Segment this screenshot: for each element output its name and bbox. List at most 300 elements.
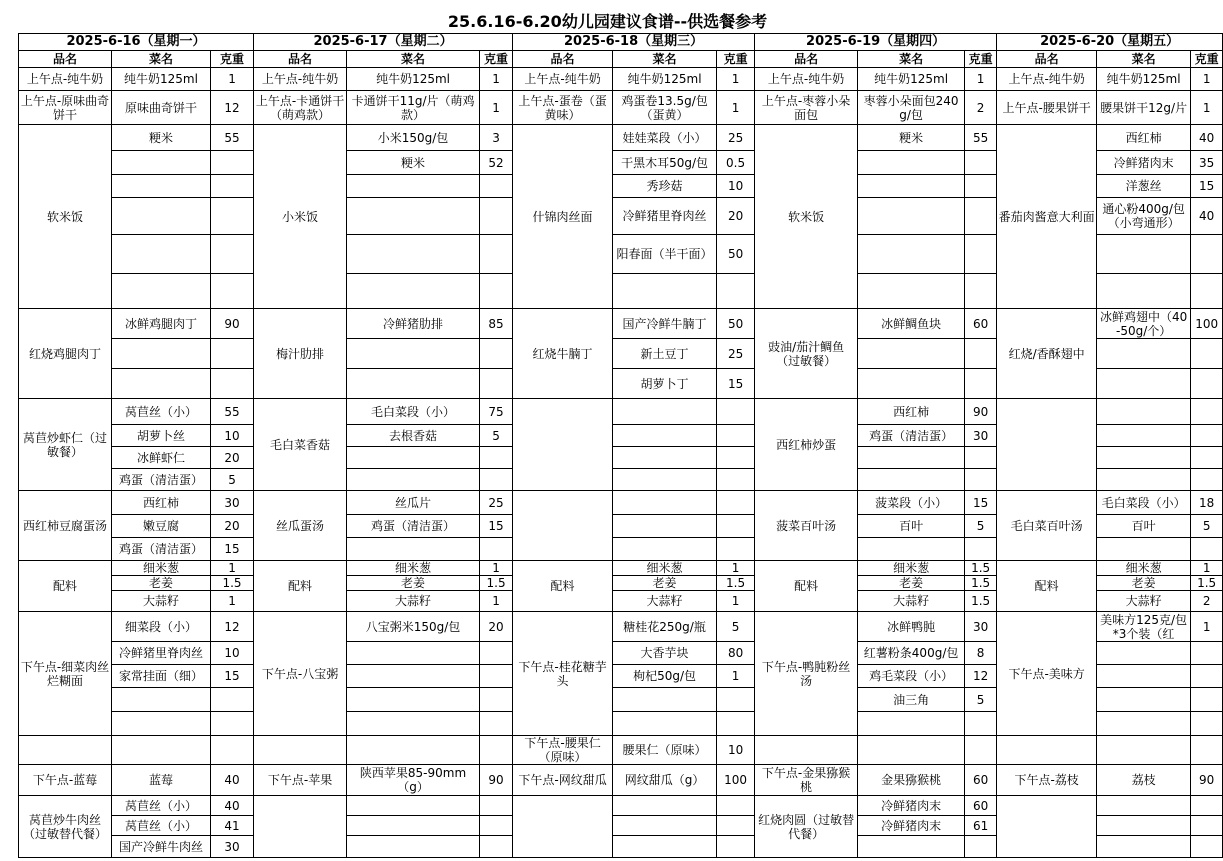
menu-cell: 55 xyxy=(211,399,254,425)
menu-cell: 5 xyxy=(211,469,254,491)
menu-cell xyxy=(211,736,254,765)
menu-cell: 12 xyxy=(211,91,254,125)
menu-cell: 百叶 xyxy=(858,515,965,538)
menu-cell: 1 xyxy=(717,91,755,125)
menu-cell: 毛白菜百叶汤 xyxy=(997,491,1097,561)
menu-cell: 红薯粉条400g/包 xyxy=(858,642,965,665)
menu-cell: 40 xyxy=(211,796,254,816)
menu-cell xyxy=(347,339,480,369)
menu-cell xyxy=(112,198,211,235)
menu-cell: 配料 xyxy=(19,561,112,612)
menu-cell: 35 xyxy=(1191,151,1223,175)
menu-cell: 上午点-枣蓉小朵面包 xyxy=(755,91,858,125)
menu-cell xyxy=(19,736,112,765)
menu-cell: 细菜段（小） xyxy=(112,612,211,642)
menu-cell xyxy=(613,425,717,447)
menu-cell: 老姜 xyxy=(613,576,717,591)
menu-cell xyxy=(613,538,717,561)
menu-cell: 菠菜百叶汤 xyxy=(755,491,858,561)
menu-cell xyxy=(480,369,513,399)
menu-cell xyxy=(347,469,480,491)
menu-cell xyxy=(211,151,254,175)
menu-cell xyxy=(1097,712,1191,736)
menu-row xyxy=(19,561,1223,576)
menu-cell: 90 xyxy=(1191,765,1223,796)
column-header-dish: 菜名 xyxy=(1097,51,1191,68)
menu-cell xyxy=(965,447,997,469)
menu-cell: 细米葱 xyxy=(112,561,211,576)
menu-cell: 下午点-苹果 xyxy=(254,765,347,796)
menu-cell xyxy=(717,836,755,858)
menu-cell xyxy=(1191,836,1223,858)
menu-cell: 10 xyxy=(717,175,755,198)
menu-cell xyxy=(613,491,717,515)
menu-row xyxy=(19,491,1223,515)
menu-cell: 大蒜籽 xyxy=(1097,591,1191,612)
menu-cell: 1 xyxy=(1191,561,1223,576)
menu-cell: 40 xyxy=(211,765,254,796)
menu-cell: 配料 xyxy=(755,561,858,612)
menu-cell xyxy=(717,469,755,491)
menu-cell: 5 xyxy=(965,688,997,712)
menu-cell xyxy=(347,816,480,836)
menu-cell: 西红柿 xyxy=(858,399,965,425)
menu-cell: 国产冷鲜牛肉丝 xyxy=(112,836,211,858)
menu-cell: 下午点-细菜肉丝烂糊面 xyxy=(19,612,112,736)
menu-cell: 1 xyxy=(1191,91,1223,125)
menu-cell xyxy=(1191,274,1223,309)
menu-cell xyxy=(480,339,513,369)
menu-cell xyxy=(717,688,755,712)
column-header-item: 品名 xyxy=(755,51,858,68)
menu-cell: 上午点-纯牛奶 xyxy=(19,68,112,91)
menu-cell xyxy=(347,274,480,309)
menu-cell xyxy=(965,175,997,198)
menu-cell: 1 xyxy=(1191,68,1223,91)
menu-cell: 细米葱 xyxy=(613,561,717,576)
menu-cell: 25 xyxy=(717,125,755,151)
menu-cell xyxy=(347,369,480,399)
menu-cell: 细米葱 xyxy=(858,561,965,576)
menu-cell xyxy=(1097,274,1191,309)
menu-cell: 老姜 xyxy=(112,576,211,591)
menu-cell xyxy=(858,175,965,198)
menu-cell: 上午点-纯牛奶 xyxy=(997,68,1097,91)
menu-cell xyxy=(1191,642,1223,665)
menu-cell: 1.5 xyxy=(717,576,755,591)
menu-cell: 1.5 xyxy=(965,561,997,576)
menu-cell: 1 xyxy=(480,68,513,91)
menu-cell: 莴苣炒牛肉丝（过敏替代餐） xyxy=(19,796,112,858)
menu-cell xyxy=(112,339,211,369)
menu-cell: 西红柿 xyxy=(112,491,211,515)
menu-cell xyxy=(112,369,211,399)
menu-cell xyxy=(717,515,755,538)
menu-cell: 90 xyxy=(211,309,254,339)
menu-cell xyxy=(480,688,513,712)
menu-cell: 90 xyxy=(965,399,997,425)
menu-cell: 1 xyxy=(211,561,254,576)
menu-cell xyxy=(965,198,997,235)
menu-cell: 西红柿 xyxy=(1097,125,1191,151)
menu-cell xyxy=(211,198,254,235)
menu-cell xyxy=(613,688,717,712)
menu-cell xyxy=(1097,399,1191,425)
menu-cell: 纯牛奶125ml xyxy=(112,68,211,91)
menu-cell xyxy=(211,274,254,309)
menu-cell: 冰鲜鸡腿肉丁 xyxy=(112,309,211,339)
menu-cell xyxy=(858,736,965,765)
day-header: 2025-6-17（星期二） xyxy=(254,34,513,51)
menu-cell: 冷鲜猪肉末 xyxy=(1097,151,1191,175)
menu-cell: 红烧鸡腿肉丁 xyxy=(19,309,112,399)
menu-cell: 干黑木耳50g/包 xyxy=(613,151,717,175)
menu-cell: 纯牛奶125ml xyxy=(347,68,480,91)
menu-cell: 粳米 xyxy=(858,125,965,151)
menu-cell: 软米饭 xyxy=(19,125,112,309)
menu-cell xyxy=(717,816,755,836)
column-header-weight: 克重 xyxy=(480,51,513,68)
menu-cell: 50 xyxy=(717,235,755,274)
menu-cell xyxy=(1097,665,1191,688)
menu-cell: 冷鲜猪肉末 xyxy=(858,816,965,836)
menu-cell xyxy=(1191,688,1223,712)
column-header-weight: 克重 xyxy=(1191,51,1223,68)
menu-cell xyxy=(1097,688,1191,712)
menu-cell xyxy=(613,274,717,309)
menu-cell: 红烧肉圆（过敏替代餐） xyxy=(755,796,858,858)
menu-row xyxy=(19,765,1223,796)
menu-cell: 细米葱 xyxy=(1097,561,1191,576)
column-header-row xyxy=(19,51,1223,68)
menu-cell: 冷鲜猪里脊肉丝 xyxy=(613,198,717,235)
menu-cell xyxy=(1097,469,1191,491)
menu-cell: 20 xyxy=(480,612,513,642)
menu-cell: 软米饭 xyxy=(755,125,858,309)
menu-cell: 毛白菜段（小） xyxy=(347,399,480,425)
menu-cell: 腰果饼干12g/片 xyxy=(1097,91,1191,125)
menu-cell: 60 xyxy=(965,309,997,339)
menu-cell xyxy=(965,369,997,399)
menu-cell xyxy=(347,836,480,858)
menu-cell xyxy=(858,369,965,399)
menu-cell xyxy=(347,447,480,469)
menu-cell: 阳春面（半干面） xyxy=(613,235,717,274)
menu-cell: 鸡毛菜段（小） xyxy=(858,665,965,688)
menu-cell xyxy=(1097,836,1191,858)
menu-cell xyxy=(858,447,965,469)
menu-cell xyxy=(1191,235,1223,274)
menu-cell: 冷鲜猪肉末 xyxy=(858,796,965,816)
column-header-item: 品名 xyxy=(254,51,347,68)
menu-cell: 原味曲奇饼干 xyxy=(112,91,211,125)
menu-cell xyxy=(858,712,965,736)
menu-cell xyxy=(211,688,254,712)
menu-cell xyxy=(1191,736,1223,765)
menu-row xyxy=(19,399,1223,425)
menu-cell xyxy=(480,198,513,235)
menu-cell xyxy=(755,736,858,765)
menu-cell: 100 xyxy=(1191,309,1223,339)
menu-cell xyxy=(965,736,997,765)
menu-cell xyxy=(480,642,513,665)
column-header-dish: 菜名 xyxy=(347,51,480,68)
menu-cell xyxy=(1097,235,1191,274)
menu-cell: 冰鲜鸭肫 xyxy=(858,612,965,642)
menu-cell xyxy=(858,339,965,369)
menu-cell: 5 xyxy=(480,425,513,447)
menu-cell: 下午点-桂花糖芋头 xyxy=(513,612,613,736)
menu-cell: 60 xyxy=(965,765,997,796)
menu-cell: 家常挂面（细） xyxy=(112,665,211,688)
menu-body xyxy=(19,34,1223,858)
menu-cell: 丝瓜片 xyxy=(347,491,480,515)
menu-cell xyxy=(112,274,211,309)
menu-cell xyxy=(997,399,1097,491)
menu-cell: 15 xyxy=(211,538,254,561)
menu-cell: 美味方125克/包*3个装（红 xyxy=(1097,612,1191,642)
menu-cell: 国产冷鲜牛腩丁 xyxy=(613,309,717,339)
menu-cell: 新土豆丁 xyxy=(613,339,717,369)
menu-cell: 下午点-网纹甜瓜 xyxy=(513,765,613,796)
menu-cell xyxy=(613,816,717,836)
menu-cell: 55 xyxy=(965,125,997,151)
menu-cell: 鸡蛋（清洁蛋） xyxy=(347,515,480,538)
menu-cell: 41 xyxy=(211,816,254,836)
day-header: 2025-6-19（星期四） xyxy=(755,34,997,51)
menu-cell xyxy=(347,538,480,561)
menu-cell: 下午点-鸭肫粉丝汤 xyxy=(755,612,858,736)
menu-cell: 下午点-美味方 xyxy=(997,612,1097,736)
menu-cell: 1 xyxy=(211,591,254,612)
menu-cell xyxy=(1191,665,1223,688)
menu-cell xyxy=(480,469,513,491)
menu-cell xyxy=(717,399,755,425)
menu-cell: 18 xyxy=(1191,491,1223,515)
menu-cell: 1 xyxy=(717,68,755,91)
menu-cell: 上午点-蛋卷（蛋黄味） xyxy=(513,91,613,125)
menu-cell: 60 xyxy=(965,796,997,816)
menu-cell: 1 xyxy=(480,591,513,612)
menu-cell: 90 xyxy=(480,765,513,796)
menu-cell: 嫩豆腐 xyxy=(112,515,211,538)
menu-cell: 卡通饼干11g/片（萌鸡款） xyxy=(347,91,480,125)
menu-cell xyxy=(1191,447,1223,469)
menu-cell: 配料 xyxy=(254,561,347,612)
menu-cell xyxy=(1097,538,1191,561)
menu-cell xyxy=(717,796,755,816)
menu-cell xyxy=(1191,399,1223,425)
menu-cell xyxy=(1191,538,1223,561)
menu-cell xyxy=(1097,642,1191,665)
menu-cell: 上午点-纯牛奶 xyxy=(755,68,858,91)
menu-cell: 上午点-腰果饼干 xyxy=(997,91,1097,125)
menu-row xyxy=(19,309,1223,339)
menu-cell xyxy=(347,235,480,274)
menu-cell xyxy=(480,816,513,836)
menu-cell: 20 xyxy=(211,447,254,469)
menu-cell: 12 xyxy=(211,612,254,642)
menu-cell: 鸡蛋卷13.5g/包（蛋黄） xyxy=(613,91,717,125)
menu-cell: 西红柿豆腐蛋汤 xyxy=(19,491,112,561)
menu-cell xyxy=(717,425,755,447)
menu-cell xyxy=(254,736,347,765)
menu-cell: 网纹甜瓜（g） xyxy=(613,765,717,796)
column-header-weight: 克重 xyxy=(717,51,755,68)
menu-cell: 上午点-卡通饼干（萌鸡款） xyxy=(254,91,347,125)
menu-cell xyxy=(347,642,480,665)
menu-cell: 15 xyxy=(480,515,513,538)
day-header: 2025-6-20（星期五） xyxy=(997,34,1223,51)
menu-cell: 20 xyxy=(717,198,755,235)
menu-cell xyxy=(480,447,513,469)
menu-cell xyxy=(254,796,347,858)
menu-cell xyxy=(480,796,513,816)
menu-cell: 冰鲜鸡翅中（40-50g/个） xyxy=(1097,309,1191,339)
menu-cell xyxy=(480,538,513,561)
menu-cell xyxy=(211,235,254,274)
menu-cell: 上午点-纯牛奶 xyxy=(513,68,613,91)
menu-cell xyxy=(347,796,480,816)
menu-cell xyxy=(112,235,211,274)
menu-cell: 61 xyxy=(965,816,997,836)
menu-cell: 鸡蛋（清洁蛋） xyxy=(858,425,965,447)
menu-cell: 10 xyxy=(211,642,254,665)
menu-cell: 纯牛奶125ml xyxy=(858,68,965,91)
menu-cell xyxy=(717,491,755,515)
menu-cell xyxy=(1097,425,1191,447)
menu-cell xyxy=(1097,736,1191,765)
menu-cell xyxy=(858,538,965,561)
menu-cell: 5 xyxy=(965,515,997,538)
column-header-item: 品名 xyxy=(997,51,1097,68)
menu-cell xyxy=(965,235,997,274)
menu-cell: 红烧/香酥翅中 xyxy=(997,309,1097,399)
menu-cell xyxy=(347,198,480,235)
menu-row xyxy=(19,612,1223,642)
menu-cell xyxy=(717,538,755,561)
menu-cell: 冰鲜虾仁 xyxy=(112,447,211,469)
menu-cell: 丝瓜蛋汤 xyxy=(254,491,347,561)
menu-cell xyxy=(613,796,717,816)
menu-cell: 莴苣丝（小） xyxy=(112,399,211,425)
menu-cell xyxy=(1191,469,1223,491)
menu-cell xyxy=(965,274,997,309)
menu-cell: 1.5 xyxy=(211,576,254,591)
menu-cell: 1 xyxy=(211,68,254,91)
menu-cell: 2 xyxy=(965,91,997,125)
menu-cell: 冷鲜猪肋排 xyxy=(347,309,480,339)
menu-cell: 8 xyxy=(965,642,997,665)
menu-cell: 30 xyxy=(211,836,254,858)
menu-table xyxy=(18,33,1223,858)
menu-cell xyxy=(1097,339,1191,369)
menu-cell: 冷鲜猪里脊肉丝 xyxy=(112,642,211,665)
menu-cell: 腰果仁（原味） xyxy=(613,736,717,765)
menu-cell: 梅汁肋排 xyxy=(254,309,347,399)
menu-cell xyxy=(858,151,965,175)
menu-cell xyxy=(997,796,1097,858)
menu-cell: 52 xyxy=(480,151,513,175)
menu-cell xyxy=(513,796,613,858)
menu-cell xyxy=(613,515,717,538)
menu-cell: 番茄肉酱意大利面 xyxy=(997,125,1097,309)
menu-cell: 1 xyxy=(1191,612,1223,642)
menu-cell xyxy=(1191,816,1223,836)
menu-cell xyxy=(112,688,211,712)
menu-cell: 荔枝 xyxy=(1097,765,1191,796)
menu-cell xyxy=(513,491,613,561)
menu-cell: 上午点-纯牛奶 xyxy=(254,68,347,91)
menu-cell: 1 xyxy=(480,91,513,125)
menu-cell: 2 xyxy=(1191,591,1223,612)
menu-cell: 老姜 xyxy=(1097,576,1191,591)
menu-cell xyxy=(1191,369,1223,399)
menu-cell xyxy=(965,538,997,561)
menu-cell: 1 xyxy=(717,561,755,576)
menu-cell: 20 xyxy=(211,515,254,538)
menu-cell xyxy=(965,712,997,736)
menu-cell: 毛白菜香菇 xyxy=(254,399,347,491)
menu-cell: 1 xyxy=(717,665,755,688)
menu-cell: 5 xyxy=(717,612,755,642)
menu-cell: 去根香菇 xyxy=(347,425,480,447)
menu-cell: 30 xyxy=(211,491,254,515)
menu-cell xyxy=(613,469,717,491)
menu-cell xyxy=(717,712,755,736)
menu-cell: 85 xyxy=(480,309,513,339)
menu-cell xyxy=(858,274,965,309)
menu-cell: 金果猕猴桃 xyxy=(858,765,965,796)
menu-row xyxy=(19,796,1223,816)
menu-cell: 下午点-荔枝 xyxy=(997,765,1097,796)
menu-cell: 大蒜籽 xyxy=(613,591,717,612)
menu-cell: 30 xyxy=(965,612,997,642)
menu-cell: 1.5 xyxy=(965,591,997,612)
menu-cell: 15 xyxy=(717,369,755,399)
menu-cell: 配料 xyxy=(513,561,613,612)
menu-cell xyxy=(858,198,965,235)
menu-cell: 油三角 xyxy=(858,688,965,712)
page-title: 25.6.16-6.20幼儿园建议食谱--供选餐参考 xyxy=(447,12,768,31)
menu-cell: 30 xyxy=(965,425,997,447)
day-header: 2025-6-18（星期三） xyxy=(513,34,755,51)
menu-cell: 莴苣炒虾仁（过敏餐） xyxy=(19,399,112,491)
menu-cell xyxy=(717,447,755,469)
day-header: 2025-6-16（星期一） xyxy=(19,34,254,51)
menu-cell: 冰鲜鲷鱼块 xyxy=(858,309,965,339)
menu-cell xyxy=(211,339,254,369)
menu-cell: 粳米 xyxy=(112,125,211,151)
menu-cell xyxy=(347,175,480,198)
menu-cell: 5 xyxy=(1191,515,1223,538)
menu-cell xyxy=(997,736,1097,765)
menu-cell: 大蒜籽 xyxy=(347,591,480,612)
menu-cell xyxy=(1097,816,1191,836)
menu-cell: 上午点-原味曲奇饼干 xyxy=(19,91,112,125)
column-header-dish: 菜名 xyxy=(613,51,717,68)
menu-row xyxy=(19,91,1223,125)
menu-cell xyxy=(480,836,513,858)
menu-cell: 1.5 xyxy=(480,576,513,591)
menu-cell: 75 xyxy=(480,399,513,425)
menu-cell: 大蒜籽 xyxy=(112,591,211,612)
menu-cell: 50 xyxy=(717,309,755,339)
menu-cell: 纯牛奶125ml xyxy=(1097,68,1191,91)
menu-cell: 下午点-金果猕猴桃 xyxy=(755,765,858,796)
menu-cell: 3 xyxy=(480,125,513,151)
menu-cell: 豉油/茄汁鲷鱼（过敏餐） xyxy=(755,309,858,399)
